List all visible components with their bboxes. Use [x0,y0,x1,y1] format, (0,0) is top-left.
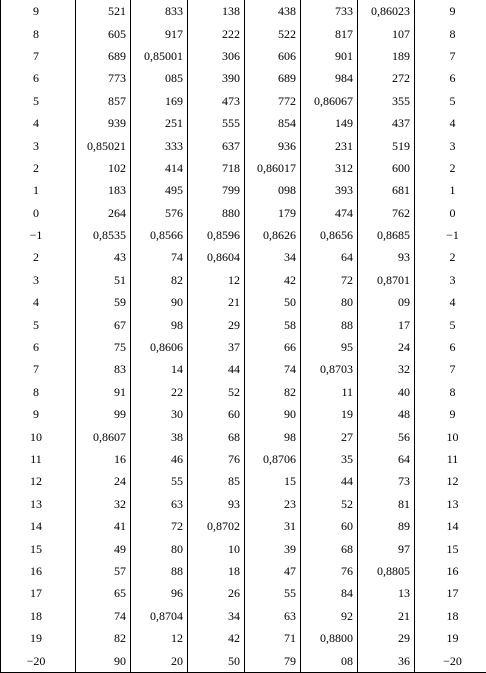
table-cell: 47 [245,560,301,582]
table-cell: 231 [301,134,358,156]
table-cell: 37 [188,336,245,358]
table-cell: 222 [188,22,245,44]
table-cell: 17 [358,313,415,335]
table-cell: 59 [76,291,131,313]
table-cell: 34 [245,246,301,268]
table-cell: 19 [301,403,358,425]
table-cell: 0,8606 [131,336,188,358]
table-cell: 606 [245,45,301,67]
row-label-right: 1 [415,179,486,201]
table-cell: 90 [76,649,131,672]
table-cell: 66 [245,336,301,358]
row-label-right: 17 [415,582,486,604]
table-row [1,0,486,22]
table-cell: 32 [76,493,131,515]
row-label-left: 13 [1,493,76,515]
table-cell: 85 [188,470,245,492]
row-label-right: 5 [415,90,486,112]
row-label-right: −20 [415,649,486,672]
table-cell: 689 [76,45,131,67]
table-cell: 24 [76,470,131,492]
table-row [1,515,486,537]
table-cell: 414 [131,157,188,179]
table-cell: 64 [301,246,358,268]
table-row [1,358,486,380]
table-cell: 68 [188,425,245,447]
row-label-left: 9 [1,403,76,425]
row-label-right: 4 [415,112,486,134]
row-label-right: 7 [415,358,486,380]
table-cell: 0,8800 [301,627,358,649]
table-cell: 82 [245,381,301,403]
table-cell: 21 [188,291,245,313]
table-cell: 473 [188,90,245,112]
table-cell: 833 [131,0,188,22]
table-cell: 40 [358,381,415,403]
row-label-left: 6 [1,67,76,89]
table-cell: 20 [131,649,188,672]
table-cell: 522 [245,22,301,44]
row-label-left: 2 [1,157,76,179]
table-cell: 0,8706 [245,448,301,470]
table-row [1,560,486,582]
table-cell: 99 [76,403,131,425]
table-cell: 14 [131,358,188,380]
table-cell: 12 [131,627,188,649]
table-cell: 984 [301,67,358,89]
table-cell: 80 [301,291,358,313]
table-cell: 75 [76,336,131,358]
row-label-right: 8 [415,381,486,403]
table-cell: 98 [245,425,301,447]
table-cell: 799 [188,179,245,201]
table-cell: 72 [131,515,188,537]
table-cell: 08 [301,649,358,672]
table-row [1,112,486,134]
table-cell: 0,8805 [358,560,415,582]
table-cell: 495 [131,179,188,201]
table-cell: 312 [301,157,358,179]
table-cell: 098 [245,179,301,201]
table-row [1,246,486,268]
table-row [1,269,486,291]
row-label-right: 0 [415,202,486,224]
table-cell: 50 [188,649,245,672]
row-label-right: 9 [415,403,486,425]
row-label-left: 7 [1,358,76,380]
table-cell: 93 [188,493,245,515]
table-cell: 390 [188,67,245,89]
row-label-left: 9 [1,0,76,22]
table-cell: 49 [76,537,131,559]
table-cell: 60 [188,403,245,425]
table-cell: 0,8656 [301,224,358,246]
table-cell: 57 [76,560,131,582]
table-row [1,22,486,44]
table-cell: 27 [301,425,358,447]
table-row [1,493,486,515]
table-cell: 81 [358,493,415,515]
table-cell: 72 [301,269,358,291]
table-cell: 637 [188,134,245,156]
row-label-left: 8 [1,22,76,44]
row-label-right: 13 [415,493,486,515]
table-cell: 0,86067 [301,90,358,112]
table-row [1,224,486,246]
table-cell: 44 [188,358,245,380]
table-cell: 31 [245,515,301,537]
table-cell: 68 [301,537,358,559]
table-cell: 26 [188,582,245,604]
table-cell: 772 [245,90,301,112]
table-cell: 98 [131,313,188,335]
table-cell: 96 [131,582,188,604]
table-cell: 107 [358,22,415,44]
table-cell: 23 [245,493,301,515]
table-cell: 39 [245,537,301,559]
table-cell: 79 [245,649,301,672]
table-row [1,605,486,627]
table-cell: 55 [131,470,188,492]
table-cell: 0,8704 [131,605,188,627]
table-cell: 0,8685 [358,224,415,246]
table-cell: 0,85021 [76,134,131,156]
table-cell: 901 [301,45,358,67]
table-cell: 0,8607 [76,425,131,447]
row-label-left: −1 [1,224,76,246]
row-label-left: 14 [1,515,76,537]
table-cell: 605 [76,22,131,44]
table-cell: 718 [188,157,245,179]
table-cell: 42 [188,627,245,649]
table-cell: 13 [358,582,415,604]
table-cell: 762 [358,202,415,224]
table-cell: 44 [301,470,358,492]
table-cell: 90 [245,403,301,425]
table-cell: 189 [358,45,415,67]
table-row [1,313,486,335]
table-cell: 64 [358,448,415,470]
row-label-right: 16 [415,560,486,582]
table-cell: 63 [245,605,301,627]
row-label-right: 8 [415,22,486,44]
table-cell: 936 [245,134,301,156]
table-cell: 149 [301,112,358,134]
table-cell: 18 [188,560,245,582]
row-label-right: −1 [415,224,486,246]
table-cell: 74 [76,605,131,627]
table-cell: 12 [188,269,245,291]
table-cell: 60 [301,515,358,537]
table-cell: 55 [245,582,301,604]
table-cell: 306 [188,45,245,67]
table-cell: 74 [131,246,188,268]
row-label-left: 4 [1,112,76,134]
table-cell: 917 [131,22,188,44]
table-cell: 50 [245,291,301,313]
table-cell: 169 [131,90,188,112]
table-cell: 80 [131,537,188,559]
table-cell: 52 [188,381,245,403]
table-row [1,179,486,201]
table-cell: 48 [358,403,415,425]
table-cell: 16 [76,448,131,470]
row-label-left: 15 [1,537,76,559]
table-cell: 773 [76,67,131,89]
row-label-right: 3 [415,269,486,291]
row-label-right: 15 [415,537,486,559]
table-cell: 681 [358,179,415,201]
table-cell: 65 [76,582,131,604]
row-label-left: 11 [1,448,76,470]
table-cell: 0,86023 [358,0,415,22]
row-label-right: 10 [415,425,486,447]
row-label-right: 18 [415,605,486,627]
table-cell: 93 [358,246,415,268]
table-cell: 74 [245,358,301,380]
table-cell: 84 [301,582,358,604]
table-row [1,537,486,559]
table-cell: 91 [76,381,131,403]
row-label-right: 9 [415,0,486,22]
row-label-right: 3 [415,134,486,156]
table-cell: 689 [245,67,301,89]
row-label-right: 11 [415,448,486,470]
table-cell: 46 [131,448,188,470]
table-cell: 272 [358,67,415,89]
table-cell: 183 [76,179,131,201]
table-cell: 43 [76,246,131,268]
table-cell: 355 [358,90,415,112]
row-label-left: 12 [1,470,76,492]
table-cell: 576 [131,202,188,224]
table-cell: 0,85001 [131,45,188,67]
table-cell: 24 [358,336,415,358]
table-cell: 880 [188,202,245,224]
table-cell: 41 [76,515,131,537]
table-cell: 939 [76,112,131,134]
row-label-left: 5 [1,90,76,112]
table-row [1,470,486,492]
row-label-right: 4 [415,291,486,313]
table-cell: 857 [76,90,131,112]
table-cell: 36 [358,649,415,672]
table-cell: 179 [245,202,301,224]
table-cell: 82 [131,269,188,291]
row-label-right: 2 [415,246,486,268]
row-label-left: 6 [1,336,76,358]
table-cell: 63 [131,493,188,515]
table-row [1,45,486,67]
table-cell: 38 [131,425,188,447]
table-cell: 438 [245,0,301,22]
table-row [1,90,486,112]
row-label-right: 19 [415,627,486,649]
table-cell: 0,8535 [76,224,131,246]
table-cell: 92 [301,605,358,627]
row-label-right: 7 [415,45,486,67]
table-cell: 56 [358,425,415,447]
table-cell: 97 [358,537,415,559]
table-row [1,291,486,313]
table-cell: 34 [188,605,245,627]
table-cell: 29 [188,313,245,335]
row-label-right: 2 [415,157,486,179]
row-label-left: 3 [1,134,76,156]
table-cell: 474 [301,202,358,224]
table-cell: 35 [301,448,358,470]
table-cell: 11 [301,381,358,403]
table-cell: 82 [76,627,131,649]
table-cell: 58 [245,313,301,335]
table-body [1,0,486,673]
table-cell: 733 [301,0,358,22]
table-row [1,157,486,179]
table-cell: 29 [358,627,415,649]
table-cell: 854 [245,112,301,134]
table-cell: 0,8604 [188,246,245,268]
table-cell: 15 [245,470,301,492]
table-row [1,381,486,403]
table-cell: 817 [301,22,358,44]
table-cell: 138 [188,0,245,22]
table-cell: 88 [131,560,188,582]
table-cell: 51 [76,269,131,291]
table-row [1,336,486,358]
table-cell: 102 [76,157,131,179]
row-label-left: 16 [1,560,76,582]
table-cell: 264 [76,202,131,224]
row-label-right: 6 [415,336,486,358]
table-cell: 71 [245,627,301,649]
row-label-left: 18 [1,605,76,627]
table-cell: 0,8702 [188,515,245,537]
table-cell: 555 [188,112,245,134]
table-cell: 22 [131,381,188,403]
table-cell: 67 [76,313,131,335]
row-label-left: 8 [1,381,76,403]
table-cell: 21 [358,605,415,627]
row-label-left: 17 [1,582,76,604]
table-cell: 0,8566 [131,224,188,246]
row-label-right: 14 [415,515,486,537]
table-cell: 251 [131,112,188,134]
table-cell: 0,8596 [188,224,245,246]
table-row [1,403,486,425]
table-cell: 32 [358,358,415,380]
row-label-left: 3 [1,269,76,291]
table-cell: 42 [245,269,301,291]
row-label-right: 5 [415,313,486,335]
row-label-right: 6 [415,67,486,89]
table-cell: 393 [301,179,358,201]
table-row [1,627,486,649]
row-label-left: 10 [1,425,76,447]
table-cell: 76 [188,448,245,470]
table-cell: 0,8703 [301,358,358,380]
table-row [1,134,486,156]
table-cell: 09 [358,291,415,313]
table-row [1,67,486,89]
table-cell: 519 [358,134,415,156]
row-label-left: 1 [1,179,76,201]
row-label-left: 19 [1,627,76,649]
table-row [1,649,486,672]
table-row [1,202,486,224]
table-cell: 89 [358,515,415,537]
row-label-left: 2 [1,246,76,268]
row-label-left: 0 [1,202,76,224]
table-cell: 52 [301,493,358,515]
table-row [1,425,486,447]
table-cell: 0,8626 [245,224,301,246]
table-cell: 333 [131,134,188,156]
table-cell: 0,8701 [358,269,415,291]
table-cell: 76 [301,560,358,582]
row-label-left: 5 [1,313,76,335]
table-cell: 0,86017 [245,157,301,179]
row-label-left: −20 [1,649,76,672]
table-cell: 521 [76,0,131,22]
table-cell: 30 [131,403,188,425]
table-row [1,582,486,604]
table-cell: 95 [301,336,358,358]
row-label-right: 12 [415,470,486,492]
table-cell: 90 [131,291,188,313]
table-cell: 085 [131,67,188,89]
table-cell: 88 [301,313,358,335]
row-label-left: 4 [1,291,76,313]
table-cell: 600 [358,157,415,179]
row-label-left: 7 [1,45,76,67]
table-cell: 10 [188,537,245,559]
table-cell: 73 [358,470,415,492]
table-cell: 437 [358,112,415,134]
table-cell: 83 [76,358,131,380]
table-row [1,448,486,470]
